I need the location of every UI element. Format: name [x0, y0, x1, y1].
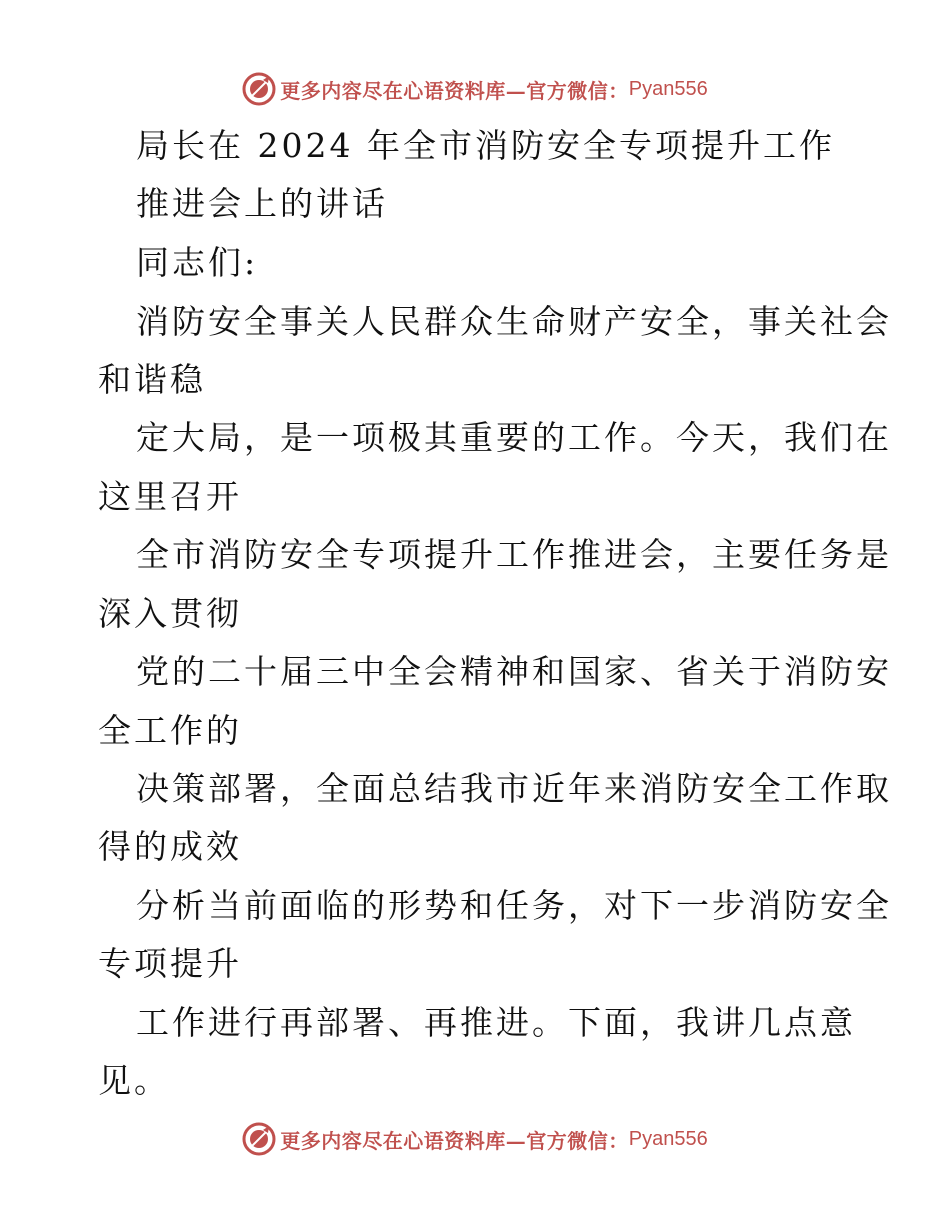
watermark-wechat-id: Pyan556	[628, 77, 708, 100]
document-title-line-1: 局长在 2024 年全市消防安全专项提升工作	[136, 126, 835, 165]
watermark-text: 更多内容尽在心语资料库—官方微信：	[280, 78, 629, 103]
paragraph-line: 深入贯彻	[98, 594, 242, 633]
red-seal-logo-icon	[242, 72, 276, 106]
paragraph-line: 全工作的	[98, 711, 242, 750]
watermark-text: 更多内容尽在心语资料库—官方微信：	[280, 1128, 629, 1153]
watermark-footer	[0, 1119, 950, 1159]
paragraph-line: 专项提升	[98, 944, 242, 983]
paragraph-line: 消防安全事关人民群众生命财产安全，事关社会	[136, 302, 892, 341]
watermark-header	[0, 69, 950, 109]
paragraph-line: 全市消防安全专项提升工作推进会，主要任务是	[136, 535, 892, 574]
paragraph-line: 得的成效	[98, 827, 242, 866]
paragraph-line: 见。	[98, 1061, 170, 1100]
paragraph-line: 和谐稳	[98, 360, 206, 399]
paragraph-line: 定大局，是一项极其重要的工作。今天，我们在	[136, 418, 892, 457]
document-title-line-2: 推进会上的讲话	[136, 184, 388, 223]
paragraph-line: 党的二十届三中全会精神和国家、省关于消防安	[136, 652, 892, 691]
salutation: 同志们:	[136, 243, 259, 282]
paragraph-line: 这里召开	[98, 477, 242, 516]
red-seal-logo-icon	[242, 1122, 276, 1156]
watermark-wechat-id: Pyan556	[628, 1127, 708, 1150]
paragraph-line: 工作进行再部署、再推进。下面，我讲几点意	[136, 1003, 856, 1042]
paragraph-line: 分析当前面临的形势和任务，对下一步消防安全	[136, 886, 892, 925]
paragraph-line: 决策部署，全面总结我市近年来消防安全工作取	[136, 769, 892, 808]
